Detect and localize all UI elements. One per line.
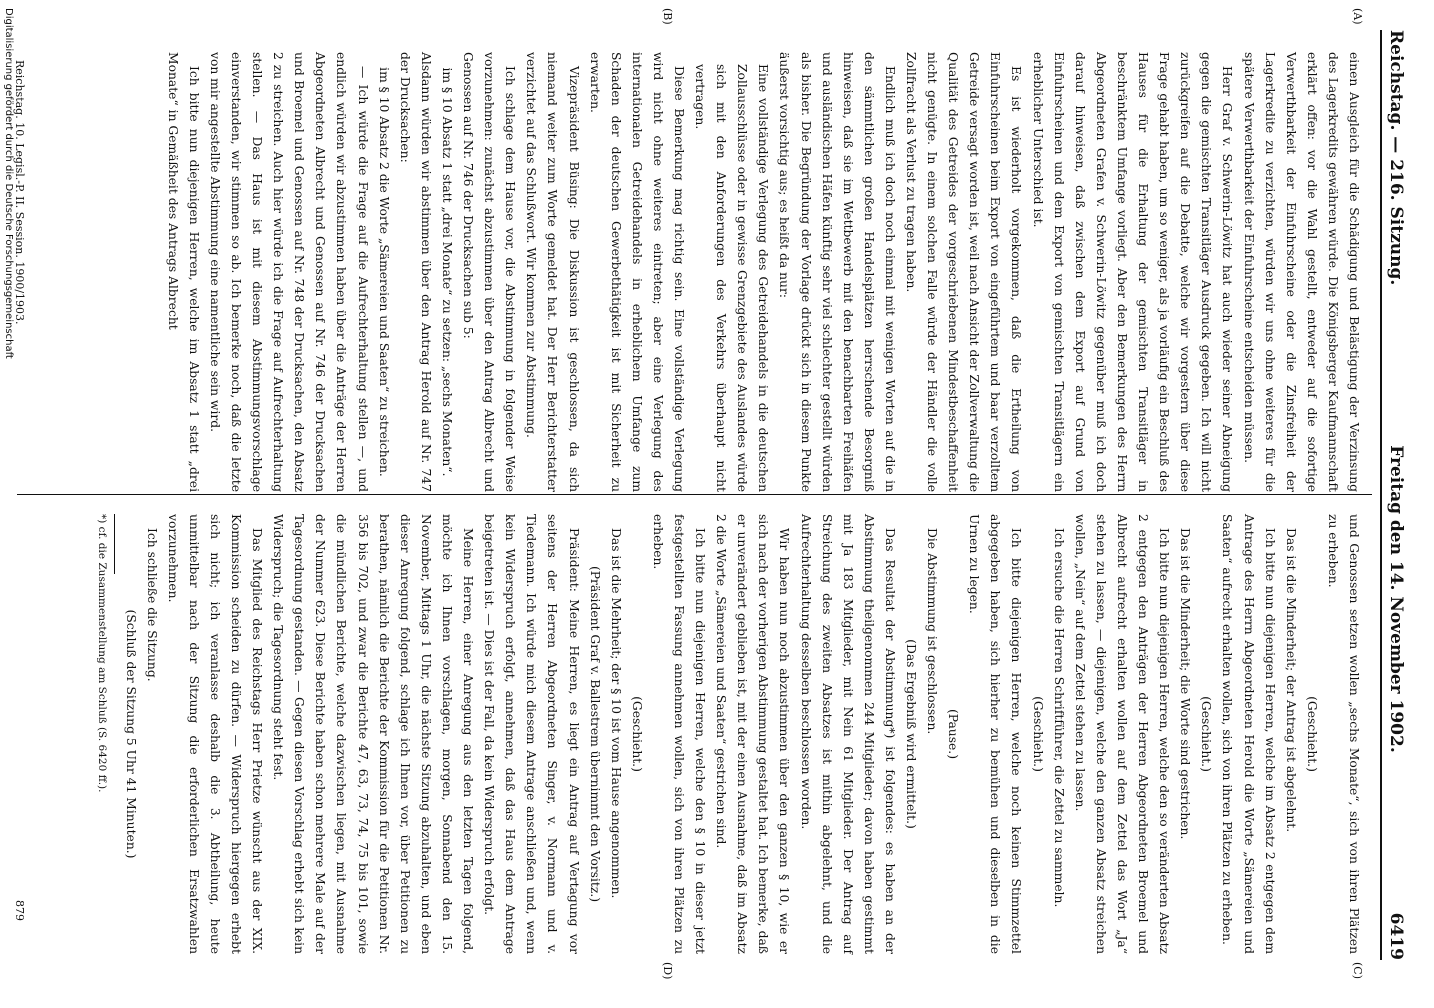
paragraph: Diese Bemerkung mag richtig sein. Eine vollständige Verlegung wird nicht ohne weiteres eintreten; aber eine Verlegung des internationalen Getreidehandels in erheblichem Umfange zum Schaden der deutschen Gewerbethätigkeit ist mit Sicherheit zu erwarten. [587,52,686,492]
paragraph: Das Resultat der Abstimmung*) ist folgendes: es haben an der Abstimmung theilgenommen 244 Mitglieder; davon haben gestimmt mit Ja 183 Mitglieder, mit Nein 61 Mitglieder. Der Antrag auf Streichung des zweiten Absatzes ist mithin abgelehnt, und die Aufrechterhaltung desselben beschlossen worden. [798,514,897,954]
paragraph: Vizepräsident Büsing: Die Diskussion ist geschlossen, da sich niemand weiter zum Worte gemeldet hat. Der Herr Berichterstatter verzichtet auf das Schlußwort. Wir kommen zur Abstimmung. [524,52,581,492]
header-left: Reichstag. — 216. Sitzung. [1386,30,1406,286]
paragraph: Ich ersuche die Herren Schriftführer, die Zettel zu sammeln. [1051,528,1066,908]
paragraph: Ich bitte nun diejenigen Herren, welche im Absatz 2 entgegen dem Antrage des Herrn Abgeordneten Herold die Worte „Sämereien und Saaten“ aufrecht erhalten wollen, sich von ihren Plätzen zu erheben. [1220,514,1277,954]
left-column [162,52,1364,492]
paragraph: Ich bitte nun diejenigen Herren, welche den so veränderten Absatz 2 entgegen den Anträgen der Herren Abgeordneten Broemel und Albrecht aufrecht erhalten wollen auf dem Zettel das Wort „Ja“ stehen zu lassen, — diejenigen, welche den ganzen Absatz streichen wollen, „Nein“ auf dem Zettel stehen zu lassen. [1072,514,1172,954]
stage-direction: (Pause.) [946,708,961,760]
paragraph: — Ich würde die Frage auf die Aufrechterhaltung stellen —, und endlich würden wir abzustimmen haben über die Anträge der Herren Abgeordneten Albrecht und Genossen auf Nr. 746 der Drucksachen und Broemel und Genossen auf Nr. 748 der Drucksachen, den Absatz 2 zu streichen. Auch hier würde ich die Frage auf Aufrechterhaltung stellen. — Das Haus ist mit diesem Abstimmungsvorschlage einverstanden, wir stimmen so ab. Ich bemerke noch, daß die letzte von mir angestellte Abstimmung eine namentliche sein wird. [207,52,370,492]
paragraph: Das ist die Minderheit; die Worte sind gestrichen. [1178,528,1193,840]
margin-b: (B) [661,8,674,25]
column-divider [17,494,1372,495]
stage-direction: (Geschieht.) [1199,696,1214,772]
digitization-note [3,0,14,1008]
paragraph: Ich bitte nun diejenigen Herren, welche den § 10 in dieser jetzt festgestellten Fassung annehmen wollen, sich von ihren Plätzen zu erheben. [650,514,708,954]
right-column [91,514,1364,954]
paragraph: Das ist die Minderheit; der Antrag ist abgelehnt. [1283,528,1298,833]
paragraph: Präsident: Meine Herren, es liegt ein Antrag auf Vertagung vor seitens der Herren Abgeordneten Singer, v. Normann und v. Tiedemann. Ich würde mich diesem Antrage anschließen und, wenn kein Widerspruch erfolgt, annehmen, daß das Haus dem Antrage beigetreten ist. — Dies ist der Fall, da kein Widerspruch erfolgt. [482,514,581,954]
paragraph: und Genossen setzen wollen „sechs Monate“, sich von ihren Plätzen zu erheben. [1325,514,1361,954]
paragraph: Ich bitte nun diejenigen Herren, welche im Absatz 1 statt „drei Monate“ in Gemäßheit des Antrags Albrecht [165,52,201,492]
paragraph: Die Abstimmung ist geschlossen. [925,528,940,735]
header-center: Freitag den 14. November 1902. [1386,445,1406,753]
stage-direction: (Geschieht.) [1304,696,1319,772]
paragraph: Ich schließe die Sitzung. [144,528,159,682]
paragraph: Ich schlage dem Hause vor, die Abstimmung in folgender Weise vorzunehmen: zunächst abzustimmen über den Antrag Albrecht und Genossen auf Nr. 746 der Drucksachen sub 5: [461,52,518,492]
paragraph: Meine Herren, einer Anregung aus den letzten Tagen folgend, möchte ich Ihnen vorschlagen, morgen, Sonnabend den 15. November, Mittags 1 Uhr, die nächste Sitzung abzuhalten, und eben dieser Anregung folgend, schlage ich Ihnen vor, über Petitionen zu berathen, nämlich die Berichte der Kommission für die Petitionen Nr. 356 bis 702, und zwar die Berichte 47, 63, 73, 74, 75 bis 101, sowie die mündlichen Berichte, welche dazwischen liegen, mit Ausnahme der Nummer 623. Diese Berichte haben schon mehrere Male auf der Tagesordnung gestanden. — Gegen diesen Vorschlag erhebt sich kein Widerspruch; die Tagesordnung steht fest. [271,514,476,954]
stage-direction: (Geschieht.) [1030,696,1045,772]
left-footer [13,60,26,480]
paragraph: Wir haben nun noch abzustimmen über den ganzen § 10, wie er sich nach der vorherigen Abstimmung gestaltet hat. Ich bemerke, daß er unverändert geblieben ist, mit der einen Ausnahme, daß im Absatz 2 die Worte „Sämereien und Saaten“ gestrichen sind. [714,514,792,954]
paragraph: einen Ausgleich für die Schädigung und Belästigung der Verzinsung des Lagerkredits gewähren würde. Die Königsberger Kaufmannschaft erklärt offen: vor die Wahl gestellt, entweder auf die sofortige Verwerthbarkeit der Einfuhrscheine oder die Zinsfreiheit der Lagerkredite zu verzichten, würden wir uns ohne weiteres für die spätere Verwerthbarkeit der Einfuhrscheine entscheiden müssen. [1241,52,1361,492]
page-header [1380,30,1410,960]
quote: Eine vollständige Verlegung des Getreidehandels in die deutschen Zollausschlüsse oder in gewisse Grenzgebiete des Auslandes würde sich mit den Anforderungen des Verkehrs überhaupt nicht vertragen. [693,64,771,492]
paragraph: Ich bitte diejenigen Herren, welche noch keinen Stimmzettel abgegeben haben, sich hierher zu bemühen und dieselben in die Urnen zu legen. [967,514,1024,954]
stage-direction: (Geschieht.) [629,696,644,772]
motion-text: im § 10 Absatz 2 die Worte „Sämereien und Saaten“ zu streichen. [376,67,391,477]
paragraph: Endlich muß ich doch noch einmal mit wenigen Worten auf die in den sämmtlichen großen Handelsplätzen herrschende Besorgniß hinweisen, daß sie im Wettbewerb mit den benachbarten Freihäfen und ausländischen Häfen künftig sehr viel schlechter gestellt würden als bisher. Die Begründung der Vorlage drückt sich in diesem Punkte äußerst vorsichtig aus; es heißt da nur: [777,52,897,492]
paragraph: Alsdann würden wir abstimmen über den Antrag Herold auf Nr. 747 der Drucksachen: [397,52,433,492]
right-footer [13,900,26,960]
paragraph: Herr Graf v. Schwerin-Löwitz hat auch wieder seiner Abneigung gegen die gemischten Transitläger Ausdruck gegeben. Ich will nicht zurückgreifen auf die Debatte, welche wir vorgestern über diese Frage gehabt haben, um so weniger, als ja vorläufig ein Beschluß des Hauses für die Erhaltung der gemischten Transitläger in beschränktem Umfange vorliegt. Aber den Bemerkungen des Herrn Abgeordneten Grafen v. Schwerin-Löwitz gegenüber muß ich doch darauf hinweisen, daß zwischen dem Export auf Grund von Einfuhrscheinen und dem Export von gemischten Transitlägern ein erheblicher Unterschied ist. [1030,52,1235,492]
stage-direction: (Präsident Graf v. Ballestrem übernimmt den Vorsitz.) [587,565,602,903]
margin-a: (A) [1351,8,1364,25]
paragraph: Das ist die Mehrheit; der § 10 ist vom Hause angenommen. [608,528,623,899]
digitization-text: Digitalisierung gefördert durch die Deutsche Forschungsgemeinschaft [3,8,14,359]
paragraph: Das Mitglied des Reichstags Herr Prietze wünscht aus der XIX. Kommission scheiden zu dürfen. — Widerspruch hiergegen erhebt sich nicht; ich veranlasse deshalb die 3. Abtheilung, heute unmittelbar nach der Sitzung die erforderlichen Ersatzwahlen vorzunehmen. [165,514,265,954]
margin-c: (C) [1351,962,1364,979]
footnote: *) cf. die Zusammenstellung am Schluß (S. 6420 ff.). [96,514,109,793]
session-info: Reichstag. 10. Legisl.-P. II. Session. 1900/1903. [13,60,26,325]
footnote-rule [114,514,115,574]
stage-direction: (Schluß der Sitzung 5 Uhr 41 Minuten.) [123,609,138,859]
motion-text: im § 10 Absatz 1 statt „drei Monate“ zu setzen: „sechs Monaten“. [439,67,454,477]
paragraph: Es ist wiederholt vorgekommen, daß die Ertheilung von Einfuhrscheinen beim Export von eingeführtem und baar verzolltem Getreide versagt worden ist, weil nach Ansicht der Zollverwaltung die Qualität des Getreides der vorgeschriebenen Mindestbeschaffenheit nicht genügte. In einem solchen Falle würde der Händler die volle Zollfracht als Verlust zu tragen haben. [904,52,1024,492]
stage-direction: (Das Ergebniß wird ermittelt.) [904,639,919,829]
page-number: 6419 [1386,912,1406,960]
sheet-number: 879 [13,900,26,921]
margin-d: (D) [661,962,674,980]
